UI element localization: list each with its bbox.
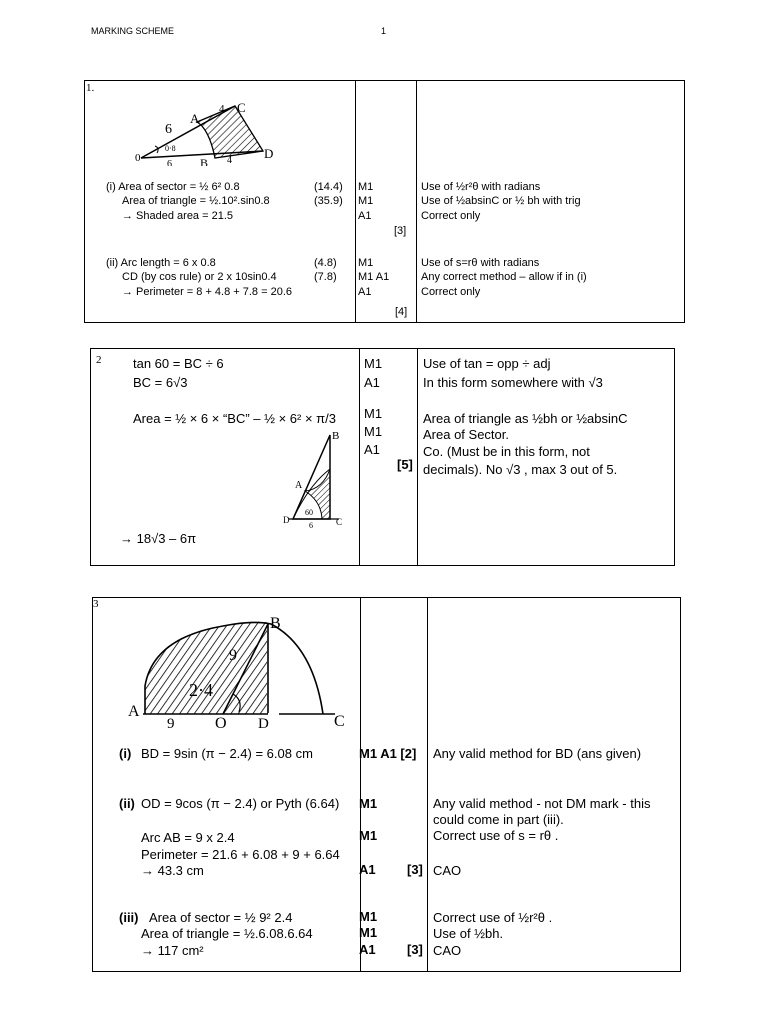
q2-note-3: Area of triangle as ½bh or ½absinC [423,411,628,426]
svg-text:D: D [258,716,269,728]
q3-note-2: Any valid method - not DM mark - this [433,796,651,811]
q2-note-2: In this form somewhere with √3 [423,375,603,390]
svg-text:C: C [334,713,345,728]
q1-note-1: Use of ½r²θ with radians [421,181,541,193]
svg-text:60: 60 [305,508,313,517]
svg-text:9: 9 [229,647,237,664]
q1-divider-2 [416,81,417,322]
q3-note-8: CAO [433,943,462,958]
q2-line-2: BC = 6√3 [133,375,188,390]
q1-line-2: Area of triangle = ½.10².sin0.8 [122,195,270,207]
q2-line-4: → 18√3 – 6π [120,531,197,546]
q3-part-ii-label: (ii) [119,796,135,811]
q2-mark-total: [5] [397,457,413,472]
q1-divider-1 [355,81,356,322]
q1-note-3: Correct only [421,210,481,222]
svg-text:4: 4 [219,103,225,115]
q3-line-3: Arc AB = 9 x 2.4 [141,830,235,845]
q3-semicircle-diagram [123,616,353,728]
q1-line-5: CD (by cos rule) or 2 x 10sin0.4 [122,271,277,283]
q2-divider-2 [417,349,418,565]
q3-part-iii-label: (iii) [119,910,139,925]
q1-sector-diagram [135,101,285,166]
q2-mark-2: A1 [364,375,380,390]
q1-value-1: (14.4) [314,181,343,193]
q3-note-5: CAO [433,863,462,878]
q1-note-5: Any correct method – allow if in (i) [421,271,587,283]
svg-text:6: 6 [309,521,313,529]
svg-text:6: 6 [167,159,172,166]
q2-divider-1 [359,349,360,565]
svg-text:4: 4 [227,155,232,166]
svg-text:A: A [190,111,200,126]
q2-mark-3: M1 [364,406,383,421]
q3-mark-iii-total: [3] [407,942,423,957]
q3-line-7: Area of triangle = ½.6.08.6.64 [141,926,313,941]
page-number: 1 [381,26,387,36]
q3-line-4: Perimeter = 21.6 + 6.08 + 9 + 6.64 [141,847,340,862]
q3-mark-ii-total: [3] [407,862,423,877]
q3-line-1: BD = 9sin (π − 2.4) = 6.08 cm [141,746,313,761]
question-2-box [90,348,675,566]
svg-text:D: D [283,515,290,525]
q3-mark-i: M1 A1 [2] [359,746,417,761]
q2-line-3: Area = ½ × 6 × “BC” – ½ × 6² × π/3 [133,411,336,426]
q1-mark-5: M1 A1 [358,271,390,283]
q2-number: 2 [96,354,102,366]
q3-note-6: Correct use of ½r²θ . [433,910,553,925]
q3-mark-ii-3: A1 [359,862,376,877]
svg-text:0·8: 0·8 [165,144,176,153]
q1-mark-total-ii: [4] [395,306,408,318]
q1-note-6: Correct only [421,286,481,298]
q1-line-6: → Perimeter = 8 + 4.8 + 7.8 = 20.6 [122,286,292,298]
q2-note-4: Area of Sector. [423,427,509,442]
svg-text:6: 6 [165,122,172,137]
q1-number: 1. [86,82,95,94]
svg-text:B: B [200,156,209,166]
q1-line-4: (ii) Arc length = 6 x 0.8 [106,257,216,269]
question-1-box [84,80,685,323]
question-3-box [92,597,681,972]
q3-note-4: Correct use of s = rθ . [433,828,559,843]
svg-text:C: C [237,101,246,115]
q1-note-2: Use of ½absinC or ½ bh with trig [421,195,581,207]
q3-divider-2 [427,598,428,971]
q3-line-5: → 43.3 cm [141,863,204,878]
q1-mark-1: M1 [358,181,374,193]
svg-text:9: 9 [167,716,175,728]
q3-mark-ii-1: M1 [359,796,378,811]
q1-mark-3: A1 [358,210,372,222]
q2-line-1: tan 60 = BC ÷ 6 [133,356,224,371]
q2-diagram-labels [283,430,342,529]
q1-value-2: (35.9) [314,195,343,207]
svg-text:0: 0 [135,152,141,164]
q2-note-1: Use of tan = opp ÷ adj [423,356,551,371]
q1-mark-6: A1 [358,286,372,298]
q1-mark-2: M1 [358,195,374,207]
q3-mark-iii-3: A1 [359,942,376,957]
q1-note-4: Use of s=rθ with radians [421,257,540,269]
svg-text:C: C [336,517,343,527]
svg-text:B: B [270,616,281,632]
q3-note-3: could come in part (iii). [433,812,564,827]
q1-mark-4: M1 [358,257,374,269]
svg-text:O: O [215,715,227,728]
q3-number: 3 [93,598,99,610]
q2-mark-1: M1 [364,356,383,371]
q2-note-6: decimals). No √3 , max 3 out of 5. [423,462,618,477]
q2-mark-4: M1 [364,424,383,439]
svg-text:B: B [332,430,340,442]
q3-line-8: → 117 cm² [141,943,204,958]
svg-text:D: D [264,146,274,161]
q1-line-1: (i) Area of sector = ½ 6² 0.8 [106,181,240,193]
svg-text:2·4: 2·4 [189,680,213,700]
q3-line-2: OD = 9cos (π − 2.4) or Pyth (6.64) [141,796,340,811]
q3-note-1: Any valid method for BD (ans given) [433,746,642,761]
q3-mark-iii-2: M1 [359,925,378,940]
q1-mark-total-i: [3] [394,225,407,237]
q1-value-4: (7.8) [314,271,337,283]
svg-text:A: A [295,480,303,491]
q3-line-6: Area of sector = ½ 9² 2.4 [149,910,293,925]
doc-title: MARKING SCHEME [91,26,175,36]
q1-value-3: (4.8) [314,257,337,269]
q2-note-5: Co. (Must be in this form, not [423,444,590,459]
q3-part-i-label: (i) [119,746,132,761]
q3-mark-ii-2: M1 [359,828,378,843]
svg-text:A: A [128,703,140,720]
q3-mark-iii-1: M1 [359,909,378,924]
q2-triangle-diagram [281,429,353,529]
q1-line-3: → Shaded area = 21.5 [122,210,233,222]
q3-note-7: Use of ½bh. [433,926,504,941]
q2-mark-5: A1 [364,442,380,457]
